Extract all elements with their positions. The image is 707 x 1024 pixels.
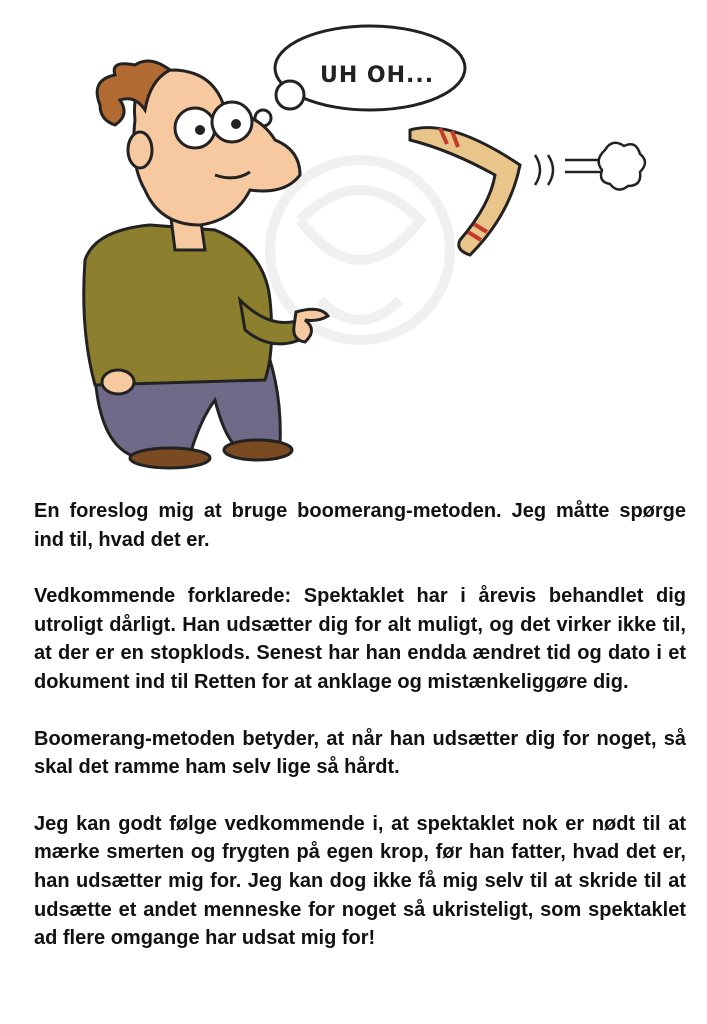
- thought-bubble-text: UH OH...: [320, 63, 435, 88]
- thought-bubble: [244, 26, 465, 136]
- paragraph-4: Jeg kan godt følge vedkommende i, at spektaklet nok er nødt til at mærke smerten og frygten på egen krop, før han fatter, hvad det er, han udsætter mig for. Jeg kan dog ikke få mig selv til at skride til at udsætte et andet menneske for noget så ukristeligt, som spektaklet ad flere omgange har udsat mig for!: [34, 812, 686, 950]
- cartoon-man: [84, 61, 328, 468]
- paragraph-3: Boomerang-metoden betyder, at når han udsætter dig for noget, så skal det ramme ham selv lige så hårdt.: [34, 727, 686, 779]
- cartoon-illustration: [0, 0, 707, 480]
- paragraph-2: Vedkommende forklarede: Spektaklet har i årevis behandlet dig utroligt dårligt. Han udsætter dig for alt muligt, og det virker ikke til, at der er en stopklods. Senest har han endda ændret tid og dato i et dokument ind til Retten for at anklage og mistænkeliggøre dig.: [34, 585, 686, 693]
- article-text: [34, 497, 686, 981]
- paragraph-1: En foreslog mig at bruge boomerang-metoden. Jeg måtte spørge ind til, hvad det er.: [34, 500, 686, 551]
